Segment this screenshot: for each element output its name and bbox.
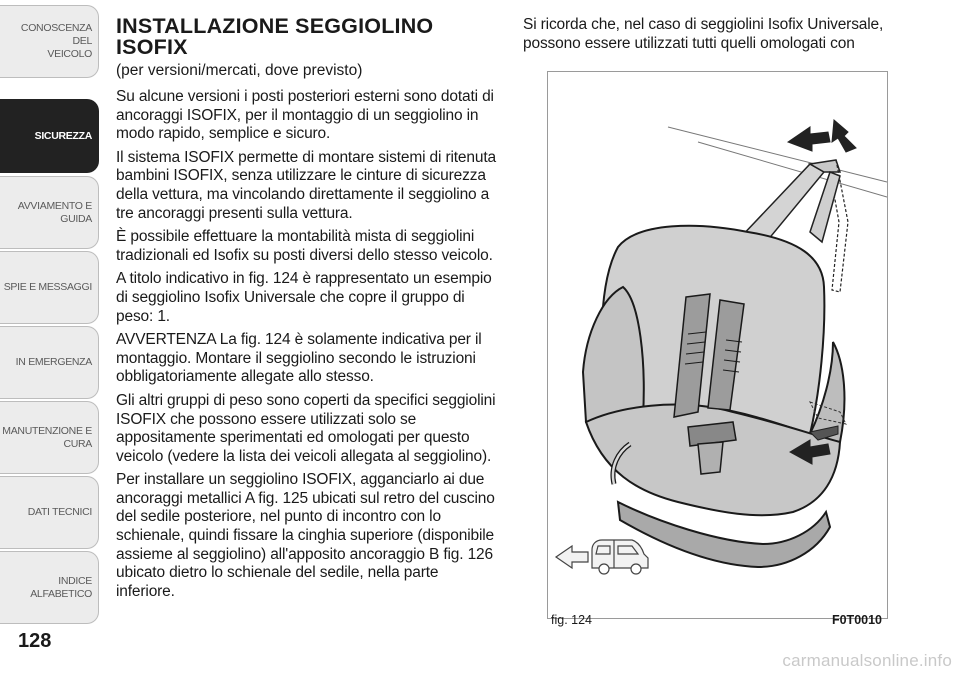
figure-124 (547, 71, 888, 619)
page-number: 128 (18, 630, 52, 652)
child-seat-isofix-illustration (548, 72, 887, 618)
paragraph: Per installare un seggiolino ISOFIX, agganciarlo ai due ancoraggi metallici A fig. 125 ubicati sul retro del cuscino del sedile posteriore, nel punto di incontro con lo schienale, quindi fissare la cinghia superiore (disponibile assieme al seggiolino) all'apposito ancoraggio B fig. 126 ubicato dietro lo schienale del sedile, nella parte inferiore. (116, 471, 495, 600)
tab-sicurezza[interactable] (0, 99, 99, 173)
paragraph: Si ricorda che, nel caso di seggiolini Isofix Universale, possono essere utilizzati tutti quelli omologati con (523, 16, 884, 52)
tab-label-line: SPIE E MESSAGGI (3, 281, 92, 293)
tab-label-line: VEICOLO (47, 48, 92, 60)
section-subtitle: (per versioni/mercati, dove previsto) (116, 62, 363, 79)
tab-label-line: DATI TECNICI (27, 506, 92, 518)
tab-label-line: IN EMERGENZA (15, 356, 92, 368)
paragraph: Gli altri gruppi di peso sono coperti da specifici seggiolini ISOFIX che possono essere utilizzati solo se appositamente sperimentati ed omologati per questo veicolo (vedere la lista dei veicoli allegata al seggiolino). (116, 391, 496, 465)
tab-label-line: GUIDA (60, 212, 92, 225)
tab-label-line: CURA (63, 437, 92, 450)
paragraph: Su alcune versioni i posti posteriori esterni sono dotati di ancoraggi ISOFIX, per il montaggio di un seggiolino in modo rapido, semplice e sicuro. (116, 88, 494, 143)
tab-indice-alfabetico[interactable] (0, 551, 99, 624)
right-column (523, 16, 903, 53)
tab-conoscenza-del-veicolo[interactable] (0, 5, 99, 78)
figure-code: F0T0010 (831, 613, 882, 627)
section-title-line: INSTALLAZIONE SEGGIOLINO (116, 14, 434, 38)
paragraph: Il sistema ISOFIX permette di montare sistemi di ritenuta bambini ISOFIX, senza utilizzare le cinture di sicurezza della vettura, ma vincolando direttamente il seggiolino a tre ancoraggi presenti sulla vettura. (116, 148, 496, 222)
tab-avviamento-e-guida[interactable] (0, 176, 99, 249)
paragraph: A titolo indicativo in fig. 124 è rappresentato un esempio di seggiolino Isofix Universale che copre il gruppo di peso: 1. (116, 270, 492, 325)
vehicle-direction-icon (556, 540, 648, 574)
section-title (116, 16, 500, 58)
tab-label-line: CONOSCENZA DEL (20, 22, 92, 47)
paragraph: È possibile effettuare la montabilità mista di seggiolini tradizionali ed Isofix su posti diversi dello stesso veicolo. (116, 228, 493, 264)
watermark: carmanualsonline.info (782, 651, 952, 670)
figure-caption (547, 613, 888, 627)
tab-label-line: INDICE ALFABETICO (30, 574, 92, 600)
figure-label: fig. 124 (551, 613, 593, 627)
warning-paragraph: AVVERTENZA La fig. 124 è solamente indicativa per il montaggio. Montare il seggiolino secondo le istruzioni obbligatoriamente allegate allo stesso. (116, 331, 482, 386)
tab-manutenzione-e-cura[interactable] (0, 401, 99, 474)
main-column (116, 16, 500, 606)
section-title-line: ISOFIX (116, 35, 188, 59)
tab-spie-e-messaggi[interactable] (0, 251, 99, 324)
tab-label-line: SICUREZZA (34, 129, 92, 142)
tab-label-line: MANUTENZIONE E (2, 424, 92, 437)
tab-in-emergenza[interactable] (0, 326, 99, 399)
chapter-tabs (0, 0, 104, 660)
tab-label-line: AVVIAMENTO E (17, 199, 92, 212)
tab-dati-tecnici[interactable] (0, 476, 99, 549)
